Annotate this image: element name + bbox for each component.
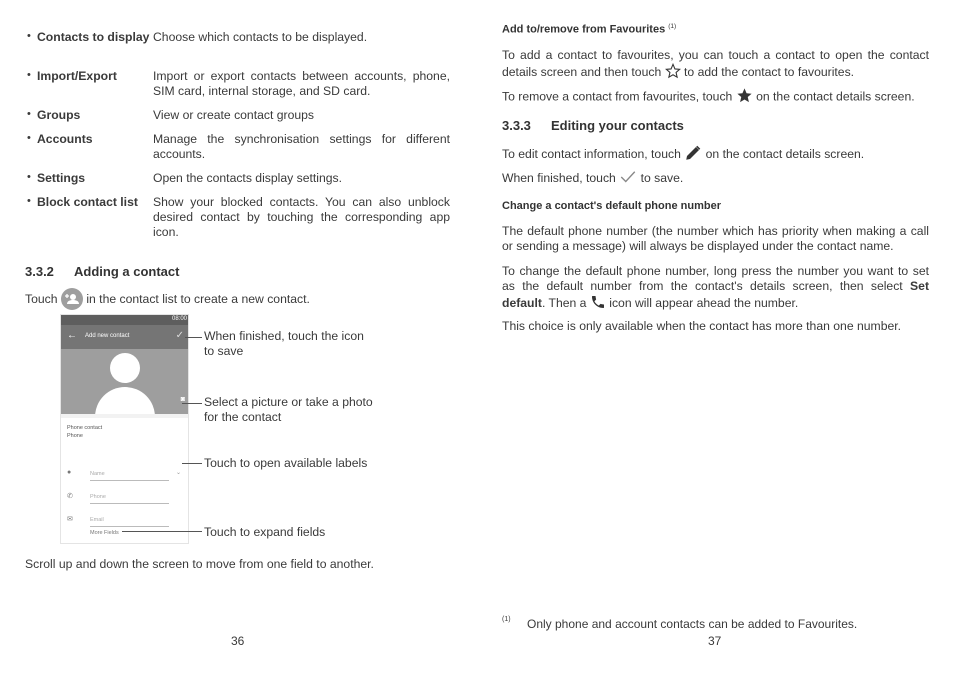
option-term: Accounts xyxy=(37,132,93,146)
status-time: 08:00 xyxy=(171,316,187,322)
edit-p2-b: to save. xyxy=(640,171,684,186)
right-page xyxy=(477,0,954,678)
edit-p1-b: on the contact details screen. xyxy=(705,147,865,162)
page-number: 36 xyxy=(231,634,245,648)
scroll-instruction: Scroll up and down the screen to move from one field to another. xyxy=(25,557,374,571)
option-term: Import/Export xyxy=(37,69,117,83)
default-p2-c: icon will appear ahead the number. xyxy=(609,296,799,311)
bullet: • xyxy=(27,69,31,81)
email-field[interactable] xyxy=(61,514,189,528)
chevron-down-icon[interactable]: ⌄ xyxy=(176,470,182,476)
favourites-add-paragraph xyxy=(502,48,929,83)
favourites-remove-paragraph xyxy=(502,87,929,108)
contact-form xyxy=(61,418,189,544)
edit-p1-a: To edit contact information, touch xyxy=(502,147,681,162)
phone-field[interactable] xyxy=(61,491,189,505)
bullet: • xyxy=(27,171,31,183)
option-desc: View or create contact groups xyxy=(153,108,315,122)
name-field[interactable] xyxy=(61,468,189,482)
pencil-icon xyxy=(684,144,702,166)
section-number: 3.3.3 xyxy=(502,118,531,133)
callout-line xyxy=(122,531,202,532)
option-desc: Import or export contacts between accounts, phone, SIM card, internal storage, and SD card. xyxy=(153,69,450,98)
add-contact-icon xyxy=(61,288,83,310)
default-p2-b: . Then a xyxy=(541,296,587,311)
favourites-heading xyxy=(502,23,676,36)
section-heading-adding-contact xyxy=(25,264,179,279)
callout-line xyxy=(182,463,202,464)
fav-p1-b: to add the contact to favourites. xyxy=(684,65,855,80)
bullet: • xyxy=(27,30,31,42)
section-title: Editing your contacts xyxy=(551,118,684,133)
fav-p1-a: To add a contact to favourites, you can touch a contact to open the contact details screen and then touch xyxy=(502,48,929,80)
contact-photo-area[interactable] xyxy=(61,349,189,414)
option-desc: Choose which contacts to be displayed. xyxy=(153,30,368,44)
email-underline xyxy=(90,526,169,527)
bullet: • xyxy=(27,108,31,120)
section-title: Adding a contact xyxy=(74,264,180,279)
contact-type-sub: Phone xyxy=(67,433,83,439)
callout-photo: Select a picture or take a photo for the contact xyxy=(204,395,373,424)
footnote-ref: (1) xyxy=(668,23,677,30)
star-outline-icon xyxy=(665,63,681,83)
bullet: • xyxy=(27,195,31,207)
touch-prefix: Touch xyxy=(25,292,58,307)
option-desc: Open the contacts display settings. xyxy=(153,171,343,185)
star-filled-icon xyxy=(736,87,753,108)
more-fields-link[interactable]: More Fields xyxy=(90,530,119,536)
app-bar xyxy=(61,325,189,349)
favourites-heading-text: Add to/remove from Favourites xyxy=(502,23,666,36)
callout-save: When finished, touch the icon to save xyxy=(204,329,364,358)
phone-screenshot xyxy=(60,314,189,544)
person-icon: ● xyxy=(67,469,72,476)
callout-labels: Touch to open available labels xyxy=(204,456,368,470)
save-paragraph xyxy=(502,169,929,189)
fav-p2-a: To remove a contact from favourites, touch xyxy=(502,89,733,104)
email-icon: ✉ xyxy=(67,516,73,523)
callout-expand: Touch to expand fields xyxy=(204,525,326,539)
back-arrow-icon[interactable]: ← xyxy=(67,330,77,341)
email-placeholder: Email xyxy=(90,517,104,523)
phone-underline xyxy=(90,503,169,504)
edit-p2-a: When finished, touch xyxy=(502,171,616,186)
checkmark-icon[interactable]: ✓ xyxy=(175,330,184,341)
default-number-heading: Change a contact's default phone number xyxy=(502,200,721,212)
phone-placeholder: Phone xyxy=(90,494,106,500)
option-term: Settings xyxy=(37,171,86,185)
contact-type-label: Phone contact xyxy=(67,425,103,431)
checkmark-icon xyxy=(619,169,637,189)
section-number: 3.3.2 xyxy=(25,264,54,279)
name-placeholder: Name xyxy=(90,471,105,477)
section-heading-editing-contacts xyxy=(502,118,684,133)
edit-paragraph xyxy=(502,144,929,166)
default-paragraph-3: This choice is only available when the contact has more than one number. xyxy=(502,319,902,333)
touch-suffix: in the contact list to create a new contact. xyxy=(86,292,310,307)
page-number: 37 xyxy=(708,634,722,648)
default-paragraph-1: The default phone number (the number which has priority when making a call or sending a message) will always be displayed under the contact name. xyxy=(502,224,929,253)
option-desc: Show your blocked contacts. You can also unblock desired contact by touching the corresponding app icon. xyxy=(153,195,450,239)
set-default-label: Set default xyxy=(502,279,929,311)
contact-type xyxy=(67,424,102,440)
app-bar-title: Add new contact xyxy=(85,333,130,339)
phone-handset-icon: ✆ xyxy=(67,493,73,500)
status-bar xyxy=(61,315,189,325)
callout-line xyxy=(182,403,202,404)
avatar-head xyxy=(110,353,140,383)
fav-p2-b: on the contact details screen. xyxy=(756,89,915,104)
option-term: Groups xyxy=(37,108,81,122)
footnote-text: Only phone and account contacts can be added to Favourites. xyxy=(527,617,858,631)
touch-instruction xyxy=(25,289,455,311)
default-p2-a: To change the default phone number, long press the number you want to set as the default number from the contact's details screen, then select xyxy=(502,264,929,293)
callout-line xyxy=(185,337,202,338)
bullet: • xyxy=(27,132,31,144)
option-desc: Manage the synchronisation settings for different accounts. xyxy=(153,132,450,161)
avatar-body xyxy=(95,387,155,414)
footnote-mark: (1) xyxy=(502,616,511,623)
phone-handset-icon xyxy=(590,294,606,314)
option-term: Contacts to display xyxy=(37,30,150,44)
camera-icon[interactable]: ◙ xyxy=(180,396,185,403)
default-paragraph-2 xyxy=(502,264,929,314)
name-underline xyxy=(90,480,169,481)
option-term: Block contact list xyxy=(37,195,138,209)
